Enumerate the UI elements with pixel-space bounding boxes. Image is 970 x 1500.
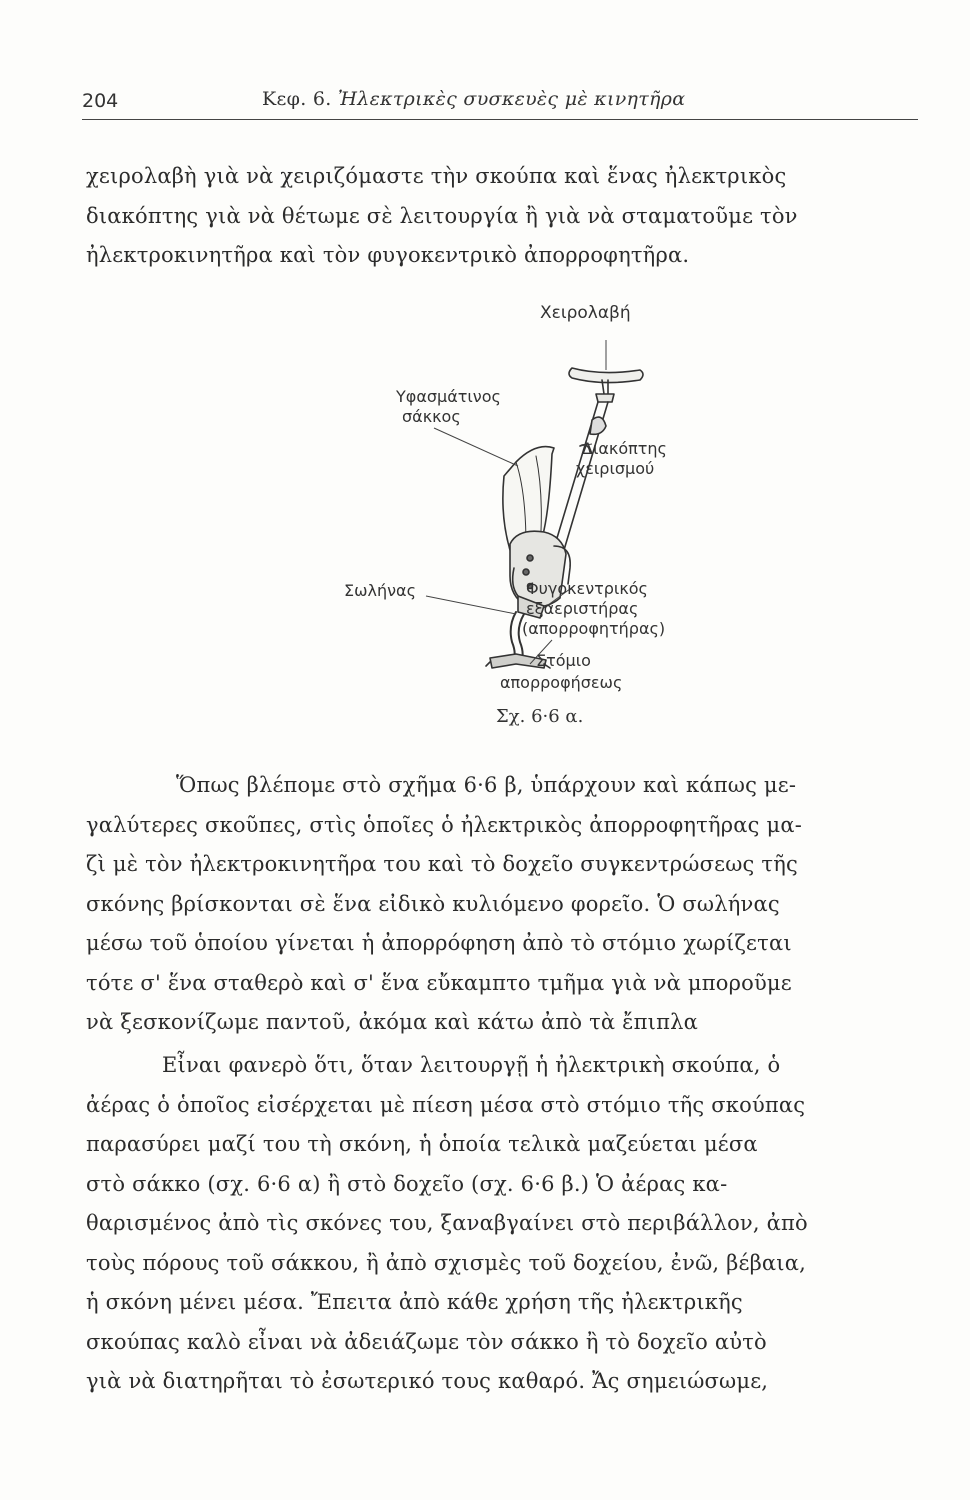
text-line: Ὅπως βλέπομε στὸ σχῆμα 6·6 β, ὑπάρχουν καὶ κάπως με-: [176, 773, 797, 797]
label-suction-nozzle-line1: Στόμιο: [536, 651, 591, 670]
text-line: μέσω τοῦ ὁποίου γίνεται ἡ ἀπορρόφηση ἀπὸ τὸ στόμιο χωρίζεται: [86, 931, 792, 955]
text-line: χειρολαβὴ γιὰ νὰ χειριζόμαστε τὴν σκούπα καὶ ἕνας ἠλεκτρικὸς: [86, 164, 787, 188]
label-handle: Χειρολαβή: [540, 303, 631, 323]
text-line: θαρισμένος ἀπὸ τὶς σκόνες του, ξαναβγαίνει στὸ περιβάλλον, ἀπὸ: [86, 1211, 808, 1235]
header-rule: [82, 119, 918, 120]
figure-caption: Σχ. 6·6 α.: [496, 706, 584, 727]
running-head-chapter: Κεφ. 6.: [262, 88, 332, 110]
text-line: Εἶναι φανερὸ ὅτι, ὅταν λειτουργῇ ἡ ἠλεκτρικὴ σκούπα, ὁ: [162, 1053, 781, 1077]
text-line: τότε σ' ἕνα σταθερὸ καὶ σ' ἕνα εὔκαμπτο τμῆμα γιὰ νὰ μποροῦμε: [86, 970, 792, 995]
label-hose: Σωλήνας: [344, 581, 416, 600]
text-line: ζὶ μὲ τὸν ἠλεκτροκινητῆρα του καὶ τὸ δοχεῖο συγκεντρώσεως τῆς: [86, 852, 798, 876]
paragraph-operation: [86, 1046, 928, 1402]
label-fabric-bag-line1: Υφασμάτινος: [396, 387, 501, 406]
text-line: στὸ σάκκο (σχ. 6·6 α) ἢ στὸ δοχεῖο (σχ. 6·6 β.) Ὁ ἀέρας κα-: [86, 1171, 728, 1196]
label-centrifugal-fan-line2: εξαεριστήρας: [526, 599, 639, 618]
paragraph-larger-vacuums: [86, 766, 928, 1043]
text-line: νὰ ξεσκονίζωμε παντοῦ, ἀκόμα καὶ κάτω ἀπὸ τὰ ἔπιπλα: [86, 1010, 698, 1034]
text-line: σκόνης βρίσκονται σὲ ἕνα εἰδικὸ κυλιόμενο φορεῖο. Ὁ σωλήνας: [86, 891, 780, 916]
text-line: τοὺς πόρους τοῦ σάκκου, ἢ ἀπὸ σχισμὲς τοῦ δοχείου, ἐνῶ, βέβαια,: [86, 1250, 806, 1275]
label-suction-nozzle-line2: απορροφήσεως: [500, 673, 623, 692]
label-fabric-bag-line2: σάκκος: [402, 407, 461, 426]
text-line: διακόπτης γιὰ νὰ θέτωμε σὲ λειτουργία ἢ γιὰ νὰ σταματοῦμε τὸν: [86, 203, 798, 228]
text-line: σκούπας καλὸ εἶναι νὰ ἀδειάζωμε τὸν σάκκο ἢ τὸ δοχεῖο αὐτὸ: [86, 1329, 767, 1354]
text-line: γιὰ νὰ διατηρῆται τὸ ἐσωτερικό τους καθαρό. Ἄς σημειώσωμε,: [86, 1369, 769, 1393]
label-centrifugal-fan-line1: Φυγοκεντρικός: [526, 579, 648, 598]
page-number: 204: [82, 90, 119, 112]
page-header: [82, 86, 922, 120]
vacuum-cleaner-figure: [340, 296, 760, 736]
text-line: ἡ σκόνη μένει μέσα. Ἔπειτα ἀπὸ κάθε χρήση τῆς ἠλεκτρικῆς: [86, 1290, 743, 1314]
text-line: ἀέρας ὁ ὁποῖος εἰσέρχεται μὲ πίεση μέσα στὸ στόμιο τῆς σκούπας: [86, 1092, 806, 1117]
label-control-switch-line2: χειρισμού: [576, 459, 655, 478]
running-head-title: Ἠλεκτρικὲς συσκευὲς μὲ κινητῆρα: [338, 88, 686, 110]
vacuum-cleaner-drawing: [340, 296, 760, 736]
text-line: ἠλεκτροκινητῆρα καὶ τὸν φυγοκεντρικὸ ἀπορροφητῆρα.: [86, 243, 690, 267]
running-head: [262, 88, 685, 110]
paragraph-intro: [86, 157, 928, 276]
text-line: παρασύρει μαζί του τὴ σκόνη, ἡ ὁποία τελικὰ μαζεύεται μέσα: [86, 1132, 758, 1156]
label-control-switch-line1: Διακόπτης: [582, 439, 667, 458]
label-centrifugal-fan-line3: (απορροφητήρας): [522, 619, 666, 638]
text-line: γαλύτερες σκοῦπες, στὶς ὁποῖες ὁ ἠλεκτρικὸς ἀπορροφητῆρας μα-: [86, 812, 803, 837]
